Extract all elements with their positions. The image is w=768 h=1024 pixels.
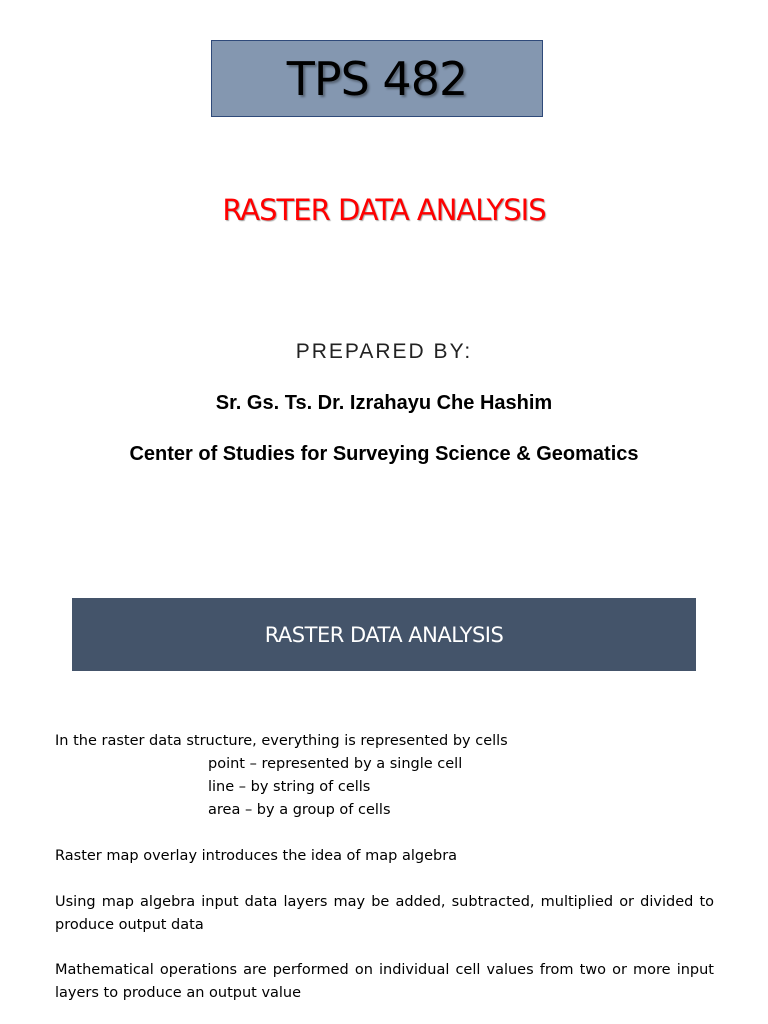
- section-banner: [72, 598, 696, 671]
- course-code: TPS 482: [286, 51, 468, 106]
- intro-block: [55, 730, 714, 822]
- institution-name: Center of Studies for Surveying Science & Geomatics: [129, 443, 639, 465]
- section-title: RASTER DATA ANALYSIS: [264, 622, 504, 647]
- representation-line: line – by string of cells: [208, 779, 371, 795]
- prepared-by-label: PREPARED BY:: [295, 340, 473, 363]
- intro-text: In the raster data structure, everything is represented by cells: [55, 733, 508, 749]
- representation-area: area – by a group of cells: [208, 802, 391, 818]
- representation-point: point – represented by a single cell: [208, 756, 463, 772]
- paragraph-math-operations: Mathematical operations are performed on individual cell values from two or more input layers to produce an output value: [55, 962, 714, 1001]
- main-title: RASTER DATA ANALYSIS: [222, 193, 546, 227]
- author-name: Sr. Gs. Ts. Dr. Izrahayu Che Hashim: [215, 392, 553, 414]
- paragraph-map-algebra: Using map algebra input data layers may be added, subtracted, multiplied or divided to produce output data: [55, 894, 714, 933]
- course-code-box: [211, 40, 543, 117]
- paragraph-map-overlay: Raster map overlay introduces the idea of map algebra: [55, 848, 458, 864]
